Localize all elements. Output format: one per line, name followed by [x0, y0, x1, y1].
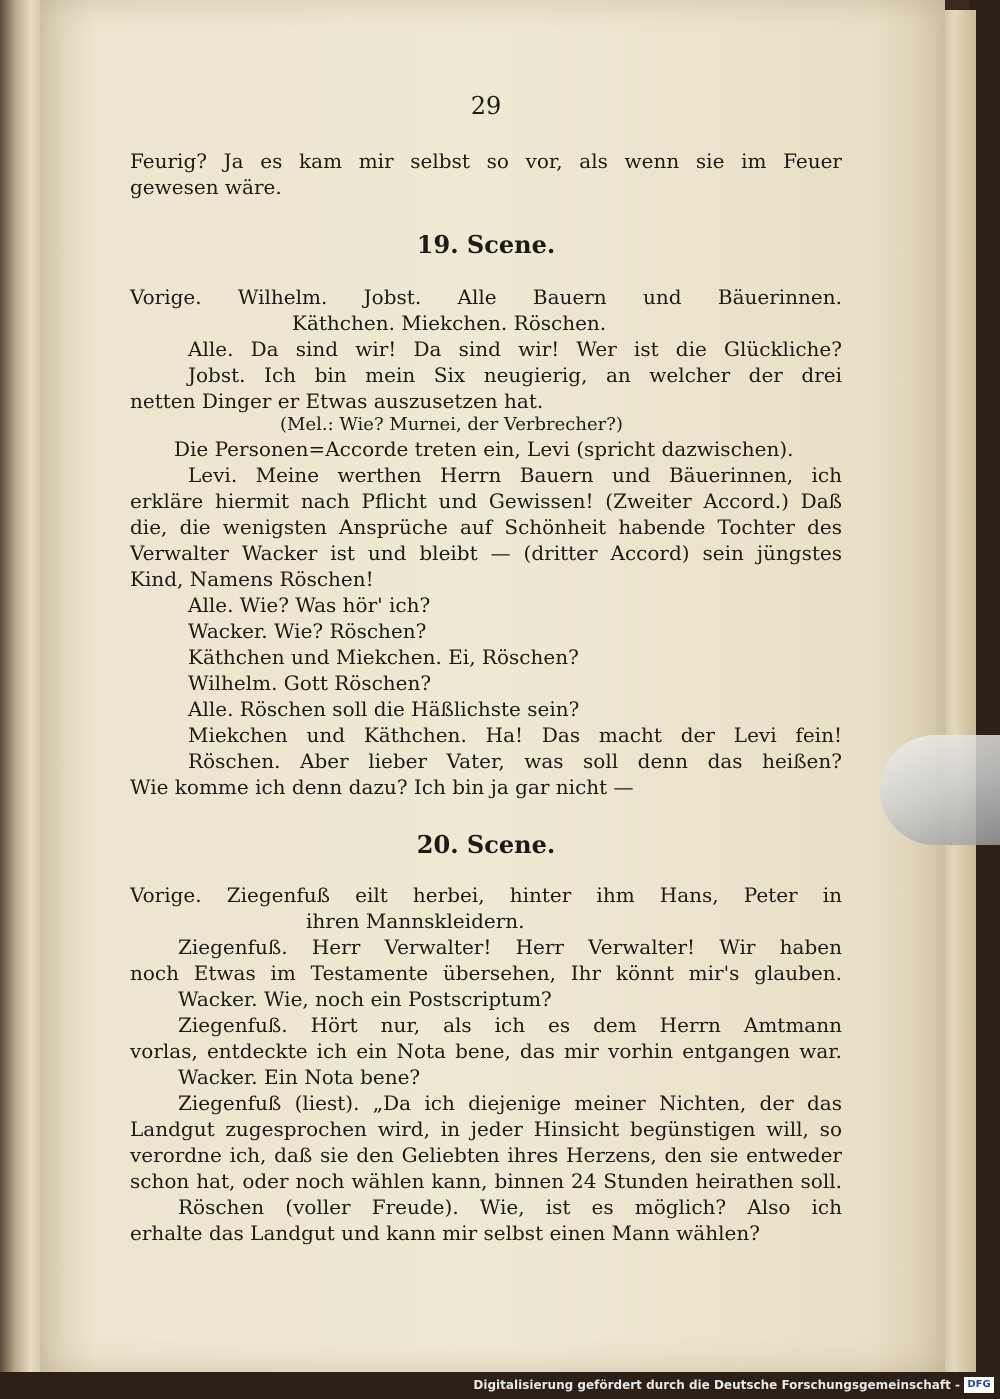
text-line: Ziegenfuß (liest). „Da ich diejenige meiner Nichten, der das	[178, 1091, 842, 1115]
text-line: erkläre hiermit nach Pflicht und Gewissen! (Zweiter Accord.) Daß	[130, 489, 842, 513]
text-line: Verwalter Wacker ist und bleibt — (dritter Accord) sein jüngstes	[130, 541, 842, 565]
text-line: Jobst. Ich bin mein Six neugierig, an welcher der drei	[188, 363, 842, 387]
footer-credit: Digitalisierung gefördert durch die Deutsche Forschungsgemeinschaft -	[473, 1378, 960, 1392]
scene-heading: 20. Scene.	[416, 830, 556, 859]
text-line: verordne ich, daß sie den Geliebten ihres Herzens, den sie entweder	[130, 1143, 842, 1167]
stage-direction: (Mel.: Wie? Murnei, der Verbrecher?)	[280, 414, 623, 435]
text-line: Alle. Wie? Was hör' ich?	[188, 593, 431, 617]
dfg-logo: DFG	[964, 1377, 994, 1393]
text-line: Wacker. Wie? Röschen?	[188, 619, 427, 643]
text-line: Käthchen und Miekchen. Ei, Röschen?	[188, 645, 579, 669]
text-line: ihren Mannskleidern.	[306, 909, 525, 933]
book-spine	[0, 0, 44, 1399]
text-line: Kind, Namens Röschen!	[130, 567, 374, 591]
scene-heading: 19. Scene.	[416, 230, 556, 259]
text-line: Die Personen=Accorde treten ein, Levi (spricht dazwischen).	[174, 437, 794, 461]
text-line: gewesen wäre.	[130, 175, 282, 199]
text-line: noch Etwas im Testamente übersehen, Ihr könnt mir's glauben.	[130, 961, 842, 985]
text-line: erhalte das Landgut und kann mir selbst einen Mann wählen?	[130, 1221, 760, 1245]
text-line: netten Dinger er Etwas auszusetzen hat.	[130, 389, 544, 413]
text-line: Miekchen und Käthchen. Ha! Das macht der Levi fein!	[188, 723, 842, 747]
text-line: Landgut zugesprochen wird, in jeder Hinsicht begünstigen will, so	[130, 1117, 842, 1141]
page-clip	[880, 735, 1000, 845]
text-line: Alle. Da sind wir! Da sind wir! Wer ist die Glückliche?	[188, 337, 842, 361]
text-line: Levi. Meine werthen Herrn Bauern und Bäuerinnen, ich	[188, 463, 842, 487]
text-line: vorlas, entdeckte ich ein Nota bene, das mir vorhin entgangen war.	[130, 1039, 842, 1063]
text-line: Wacker. Ein Nota bene?	[178, 1065, 421, 1089]
text-line: Wie komme ich denn dazu? Ich bin ja gar nicht —	[130, 775, 634, 799]
text-line: Wacker. Wie, noch ein Postscriptum?	[178, 987, 552, 1011]
page-edge	[940, 10, 976, 1372]
text-line: die, die wenigsten Ansprüche auf Schönheit habende Tochter des	[130, 515, 842, 539]
page-number: 29	[470, 92, 502, 120]
text-line: Ziegenfuß. Herr Verwalter! Herr Verwalter! Wir haben	[178, 935, 842, 959]
text-line: Wilhelm. Gott Röschen?	[188, 671, 432, 695]
text-line: Röschen. Aber lieber Vater, was soll denn das heißen?	[188, 749, 842, 773]
footer-bar	[0, 1372, 1000, 1399]
text-line: Ziegenfuß. Hört nur, als ich es dem Herrn Amtmann	[178, 1013, 842, 1037]
text-line: Käthchen. Miekchen. Röschen.	[292, 311, 607, 335]
text-line: Feurig? Ja es kam mir selbst so vor, als wenn sie im Feuer	[130, 149, 842, 173]
text-line: Röschen (voller Freude). Wie, ist es möglich? Also ich	[178, 1195, 842, 1219]
text-line: Vorige. Ziegenfuß eilt herbei, hinter ihm Hans, Peter in	[130, 883, 842, 907]
text-line: schon hat, oder noch wählen kann, binnen 24 Stunden heirathen soll.	[130, 1169, 842, 1193]
text-line: Alle. Röschen soll die Häßlichste sein?	[188, 697, 580, 721]
text-line: Vorige. Wilhelm. Jobst. Alle Bauern und Bäuerinnen.	[130, 285, 842, 309]
